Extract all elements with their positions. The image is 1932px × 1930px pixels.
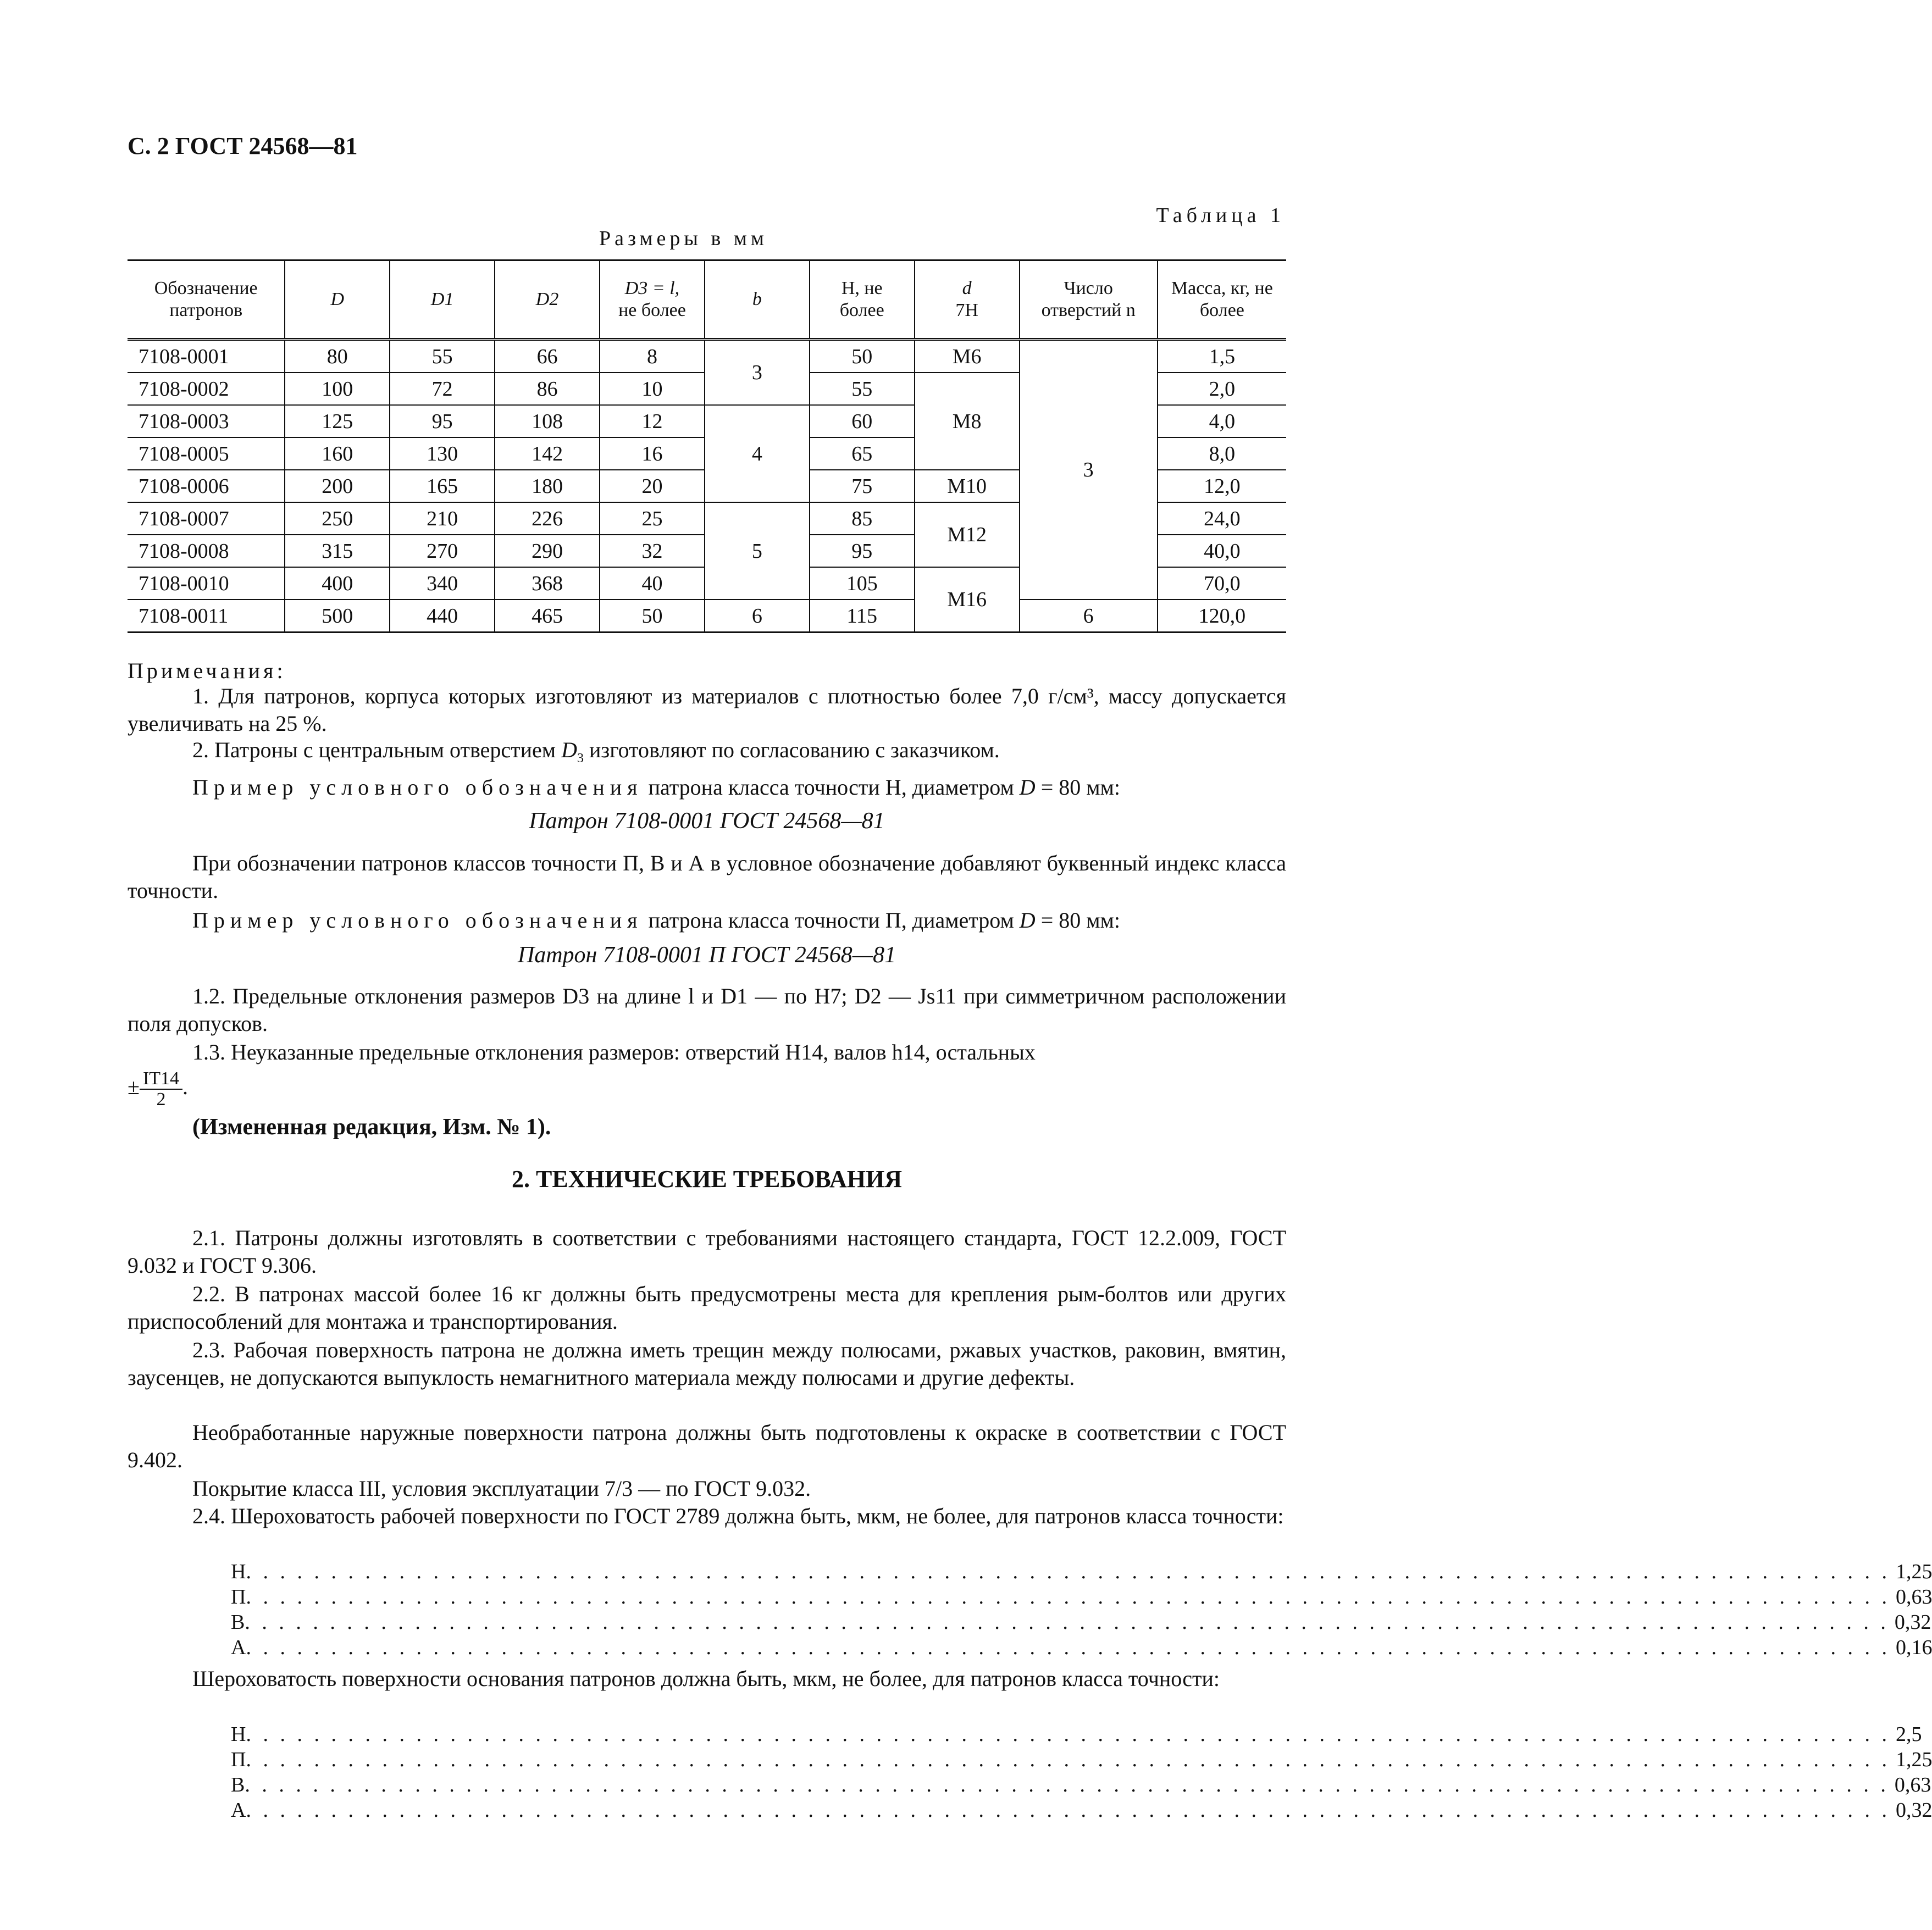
cell-mass: 40,0	[1158, 535, 1286, 567]
cell-H: 115	[810, 600, 915, 633]
col-header-D1: D1	[390, 260, 495, 340]
cell-H: 105	[810, 567, 915, 600]
roughness-row: А . . . . . . . . . . . . . . . . . . . . . . . . . . . . . . . . . . . . . . . . . . . . . . . . . . . . . . . . . . . . . . . . . . . . . . . . . . . . . . . . . . . . . . . . . . . . . . . . . 0,32	[231, 1799, 1932, 1822]
cell-D1: 55	[390, 340, 495, 373]
paragraph-2-4: 2.4. Шероховатость рабочей поверхности по ГОСТ 2789 должна быть, мкм, не более, для патронов класса точности:	[192, 1504, 1284, 1528]
col-header-d: d 7H	[915, 260, 1020, 340]
cell-b: 6	[705, 600, 810, 633]
cell-D: 125	[285, 405, 390, 437]
col-header-H: H, не более	[810, 260, 915, 340]
cell-D: 160	[285, 437, 390, 470]
table-number: Таблица 1	[1156, 204, 1285, 227]
notes-title: Примечания:	[128, 658, 286, 683]
col-header-mass: Масса, кг, не более	[1158, 260, 1286, 340]
cell-mass: 24,0	[1158, 502, 1286, 535]
col-header-n: Число отверстий n	[1020, 260, 1158, 340]
section-title: 2. ТЕХНИЧЕСКИЕ ТРЕБОВАНИЯ	[512, 1166, 902, 1193]
cell-H: 65	[810, 437, 915, 470]
cell-D: 500	[285, 600, 390, 633]
cell-mass: 8,0	[1158, 437, 1286, 470]
table-row	[128, 340, 1286, 373]
cell-D: 200	[285, 470, 390, 502]
tolerance-formula: ± $\frac{IT14}{2}$ .	[128, 1068, 189, 1110]
cell-D1: 440	[390, 600, 495, 633]
paragraph-base-roughness: Шероховатость поверхности основания патронов должна быть, мкм, не более, для патронов класса точности:	[192, 1666, 1220, 1691]
example-1: Пример условного обозначения патрона класса точности Н, диаметром D = 80 мм:	[192, 775, 1120, 800]
dimensions-table	[128, 259, 1286, 633]
cell-H: 85	[810, 502, 915, 535]
cell-d: M10	[915, 470, 1020, 502]
cell-D3: 12	[600, 405, 705, 437]
cell-D3: 32	[600, 535, 705, 567]
cell-H: 95	[810, 535, 915, 567]
cell-H: 50	[810, 340, 915, 373]
designation-2: Патрон 7108-0001 П ГОСТ 24568—81	[517, 942, 896, 968]
cell-code: 7108-0007	[128, 502, 285, 535]
col-header-D2: D2	[495, 260, 600, 340]
cell-D: 400	[285, 567, 390, 600]
cell-D1: 130	[390, 437, 495, 470]
cell-D1: 340	[390, 567, 495, 600]
paragraph-2-2: 2.2. В патронах массой более 16 кг должны быть предусмотрены места для крепления рым-болтов или других приспособлений для монтажа и транспортирования.	[128, 1282, 1286, 1334]
amendment-note: (Измененная редакция, Изм. № 1).	[192, 1114, 551, 1140]
cell-code: 7108-0001	[128, 340, 285, 373]
roughness-row: В . . . . . . . . . . . . . . . . . . . . . . . . . . . . . . . . . . . . . . . . . . . . . . . . . . . . . . . . . . . . . . . . . . . . . . . . . . . . . . . . . . . . . . . . . . . . . . . . . 0,32	[231, 1611, 1931, 1634]
col-header-D: D	[285, 260, 390, 340]
table-row	[128, 600, 1286, 633]
roughness-row: Н . . . . . . . . . . . . . . . . . . . . . . . . . . . . . . . . . . . . . . . . . . . . . . . . . . . . . . . . . . . . . . . . . . . . . . . . . . . . . . . . . . . . . . . . . . . . . . . . . 1,25	[231, 1560, 1932, 1583]
cell-D2: 465	[495, 600, 600, 633]
cell-mass: 2,0	[1158, 373, 1286, 405]
cell-H: 75	[810, 470, 915, 502]
cell-D3: 20	[600, 470, 705, 502]
designation-1: Патрон 7108-0001 ГОСТ 24568—81	[529, 808, 885, 834]
cell-D2: 86	[495, 373, 600, 405]
cell-D3: 8	[600, 340, 705, 373]
cell-D3: 16	[600, 437, 705, 470]
roughness-row: А . . . . . . . . . . . . . . . . . . . . . . . . . . . . . . . . . . . . . . . . . . . . . . . . . . . . . . . . . . . . . . . . . . . . . . . . . . . . . . . . . . . . . . . . . . . . . . . . . 0,16	[231, 1636, 1932, 1659]
cell-H: 55	[810, 373, 915, 405]
note-2: 2. Патроны с центральным отверстием $D_3$ изготовляют по согласованию с заказчиком.	[192, 737, 1000, 766]
roughness-row: П . . . . . . . . . . . . . . . . . . . . . . . . . . . . . . . . . . . . . . . . . . . . . . . . . . . . . . . . . . . . . . . . . . . . . . . . . . . . . . . . . . . . . . . . . . . . . . . . . 0,63	[231, 1585, 1932, 1609]
cell-D2: 226	[495, 502, 600, 535]
cell-mass: 70,0	[1158, 567, 1286, 600]
cell-n: 3	[1020, 340, 1158, 600]
cell-code: 7108-0006	[128, 470, 285, 502]
cell-D2: 66	[495, 340, 600, 373]
cell-D3: 40	[600, 567, 705, 600]
roughness-row: В . . . . . . . . . . . . . . . . . . . . . . . . . . . . . . . . . . . . . . . . . . . . . . . . . . . . . . . . . . . . . . . . . . . . . . . . . . . . . . . . . . . . . . . . . . . . . . . . . 0,63	[231, 1773, 1931, 1796]
cell-mass: 4,0	[1158, 405, 1286, 437]
cell-mass: 1,5	[1158, 340, 1286, 373]
example-2: Пример условного обозначения патрона класса точности П, диаметром D = 80 мм:	[192, 908, 1120, 933]
cell-D2: 180	[495, 470, 600, 502]
col-header-b: b	[705, 260, 810, 340]
cell-H: 60	[810, 405, 915, 437]
cell-D1: 270	[390, 535, 495, 567]
paragraph-2-3-coating: Покрытие класса III, условия эксплуатации 7/3 — по ГОСТ 9.032.	[192, 1476, 811, 1501]
col-header-designation: Обозначение патронов	[128, 260, 285, 340]
cell-b: 3	[705, 340, 810, 406]
cell-D2: 290	[495, 535, 600, 567]
cell-D3: 10	[600, 373, 705, 405]
cell-D1: 210	[390, 502, 495, 535]
cell-d: M6	[915, 340, 1020, 373]
page-header: С. 2 ГОСТ 24568—81	[128, 132, 358, 159]
cell-mass: 12,0	[1158, 470, 1286, 502]
cell-D2: 108	[495, 405, 600, 437]
paragraph-classes: При обозначении патронов классов точности П, В и А в условное обозначение добавляют буквенный индекс класса точности.	[128, 851, 1286, 903]
cell-D2: 142	[495, 437, 600, 470]
cell-b: 4	[705, 405, 810, 502]
cell-D1: 95	[390, 405, 495, 437]
paragraph-1-3: 1.3. Неуказанные предельные отклонения размеров: отверстий Н14, валов h14, остальных	[192, 1040, 1036, 1064]
cell-code: 7108-0003	[128, 405, 285, 437]
cell-D: 315	[285, 535, 390, 567]
cell-D: 80	[285, 340, 390, 373]
paragraph-2-1: 2.1. Патроны должны изготовлять в соответствии с требованиями настоящего стандарта, ГОСТ 12.2.009, ГОСТ 9.032 и ГОСТ 9.306.	[128, 1225, 1286, 1278]
cell-D: 100	[285, 373, 390, 405]
cell-D3: 25	[600, 502, 705, 535]
cell-code: 7108-0010	[128, 567, 285, 600]
cell-b: 5	[705, 502, 810, 600]
col-header-D3: D3 = l, не более	[600, 260, 705, 340]
paragraph-2-3-surfaces: Необработанные наружные поверхности патрона должны быть подготовлены к окраске в соответствии с ГОСТ 9.402.	[128, 1420, 1286, 1472]
cell-mass: 120,0	[1158, 600, 1286, 633]
cell-D2: 368	[495, 567, 600, 600]
paragraph-2-3: 2.3. Рабочая поверхность патрона не должна иметь трещин между полюсами, ржавых участков, раковин, вмятин, заусенцев, не допускаются выпуклость немагнитного материала между полюсами и другие дефекты.	[128, 1338, 1286, 1390]
roughness-row: П . . . . . . . . . . . . . . . . . . . . . . . . . . . . . . . . . . . . . . . . . . . . . . . . . . . . . . . . . . . . . . . . . . . . . . . . . . . . . . . . . . . . . . . . . . . . . . . . . 1,25	[231, 1748, 1932, 1771]
cell-D1: 72	[390, 373, 495, 405]
paragraph-1-2: 1.2. Предельные отклонения размеров D3 на длине l и D1 — по Н7; D2 — Js11 при симметричном расположении поля допусков.	[128, 984, 1286, 1036]
cell-D1: 165	[390, 470, 495, 502]
roughness-row: Н . . . . . . . . . . . . . . . . . . . . . . . . . . . . . . . . . . . . . . . . . . . . . . . . . . . . . . . . . . . . . . . . . . . . . . . . . . . . . . . . . . . . . . . . . . . . . . . . . 2,5	[231, 1723, 1922, 1746]
cell-d: M12	[915, 502, 1020, 567]
cell-D: 250	[285, 502, 390, 535]
note-1: 1. Для патронов, корпуса которых изготовляют из материалов с плотностью более 7,0 г/см³, массу допускается увеличивать на 25 %.	[128, 684, 1286, 736]
cell-code: 7108-0008	[128, 535, 285, 567]
cell-d: M8	[915, 373, 1020, 470]
cell-d: M16	[915, 567, 1020, 633]
table-units: Размеры в мм	[599, 227, 768, 250]
cell-code: 7108-0002	[128, 373, 285, 405]
cell-code: 7108-0005	[128, 437, 285, 470]
cell-code: 7108-0011	[128, 600, 285, 633]
cell-D3: 50	[600, 600, 705, 633]
cell-n: 6	[1020, 600, 1158, 633]
table-header-row	[128, 260, 1286, 340]
